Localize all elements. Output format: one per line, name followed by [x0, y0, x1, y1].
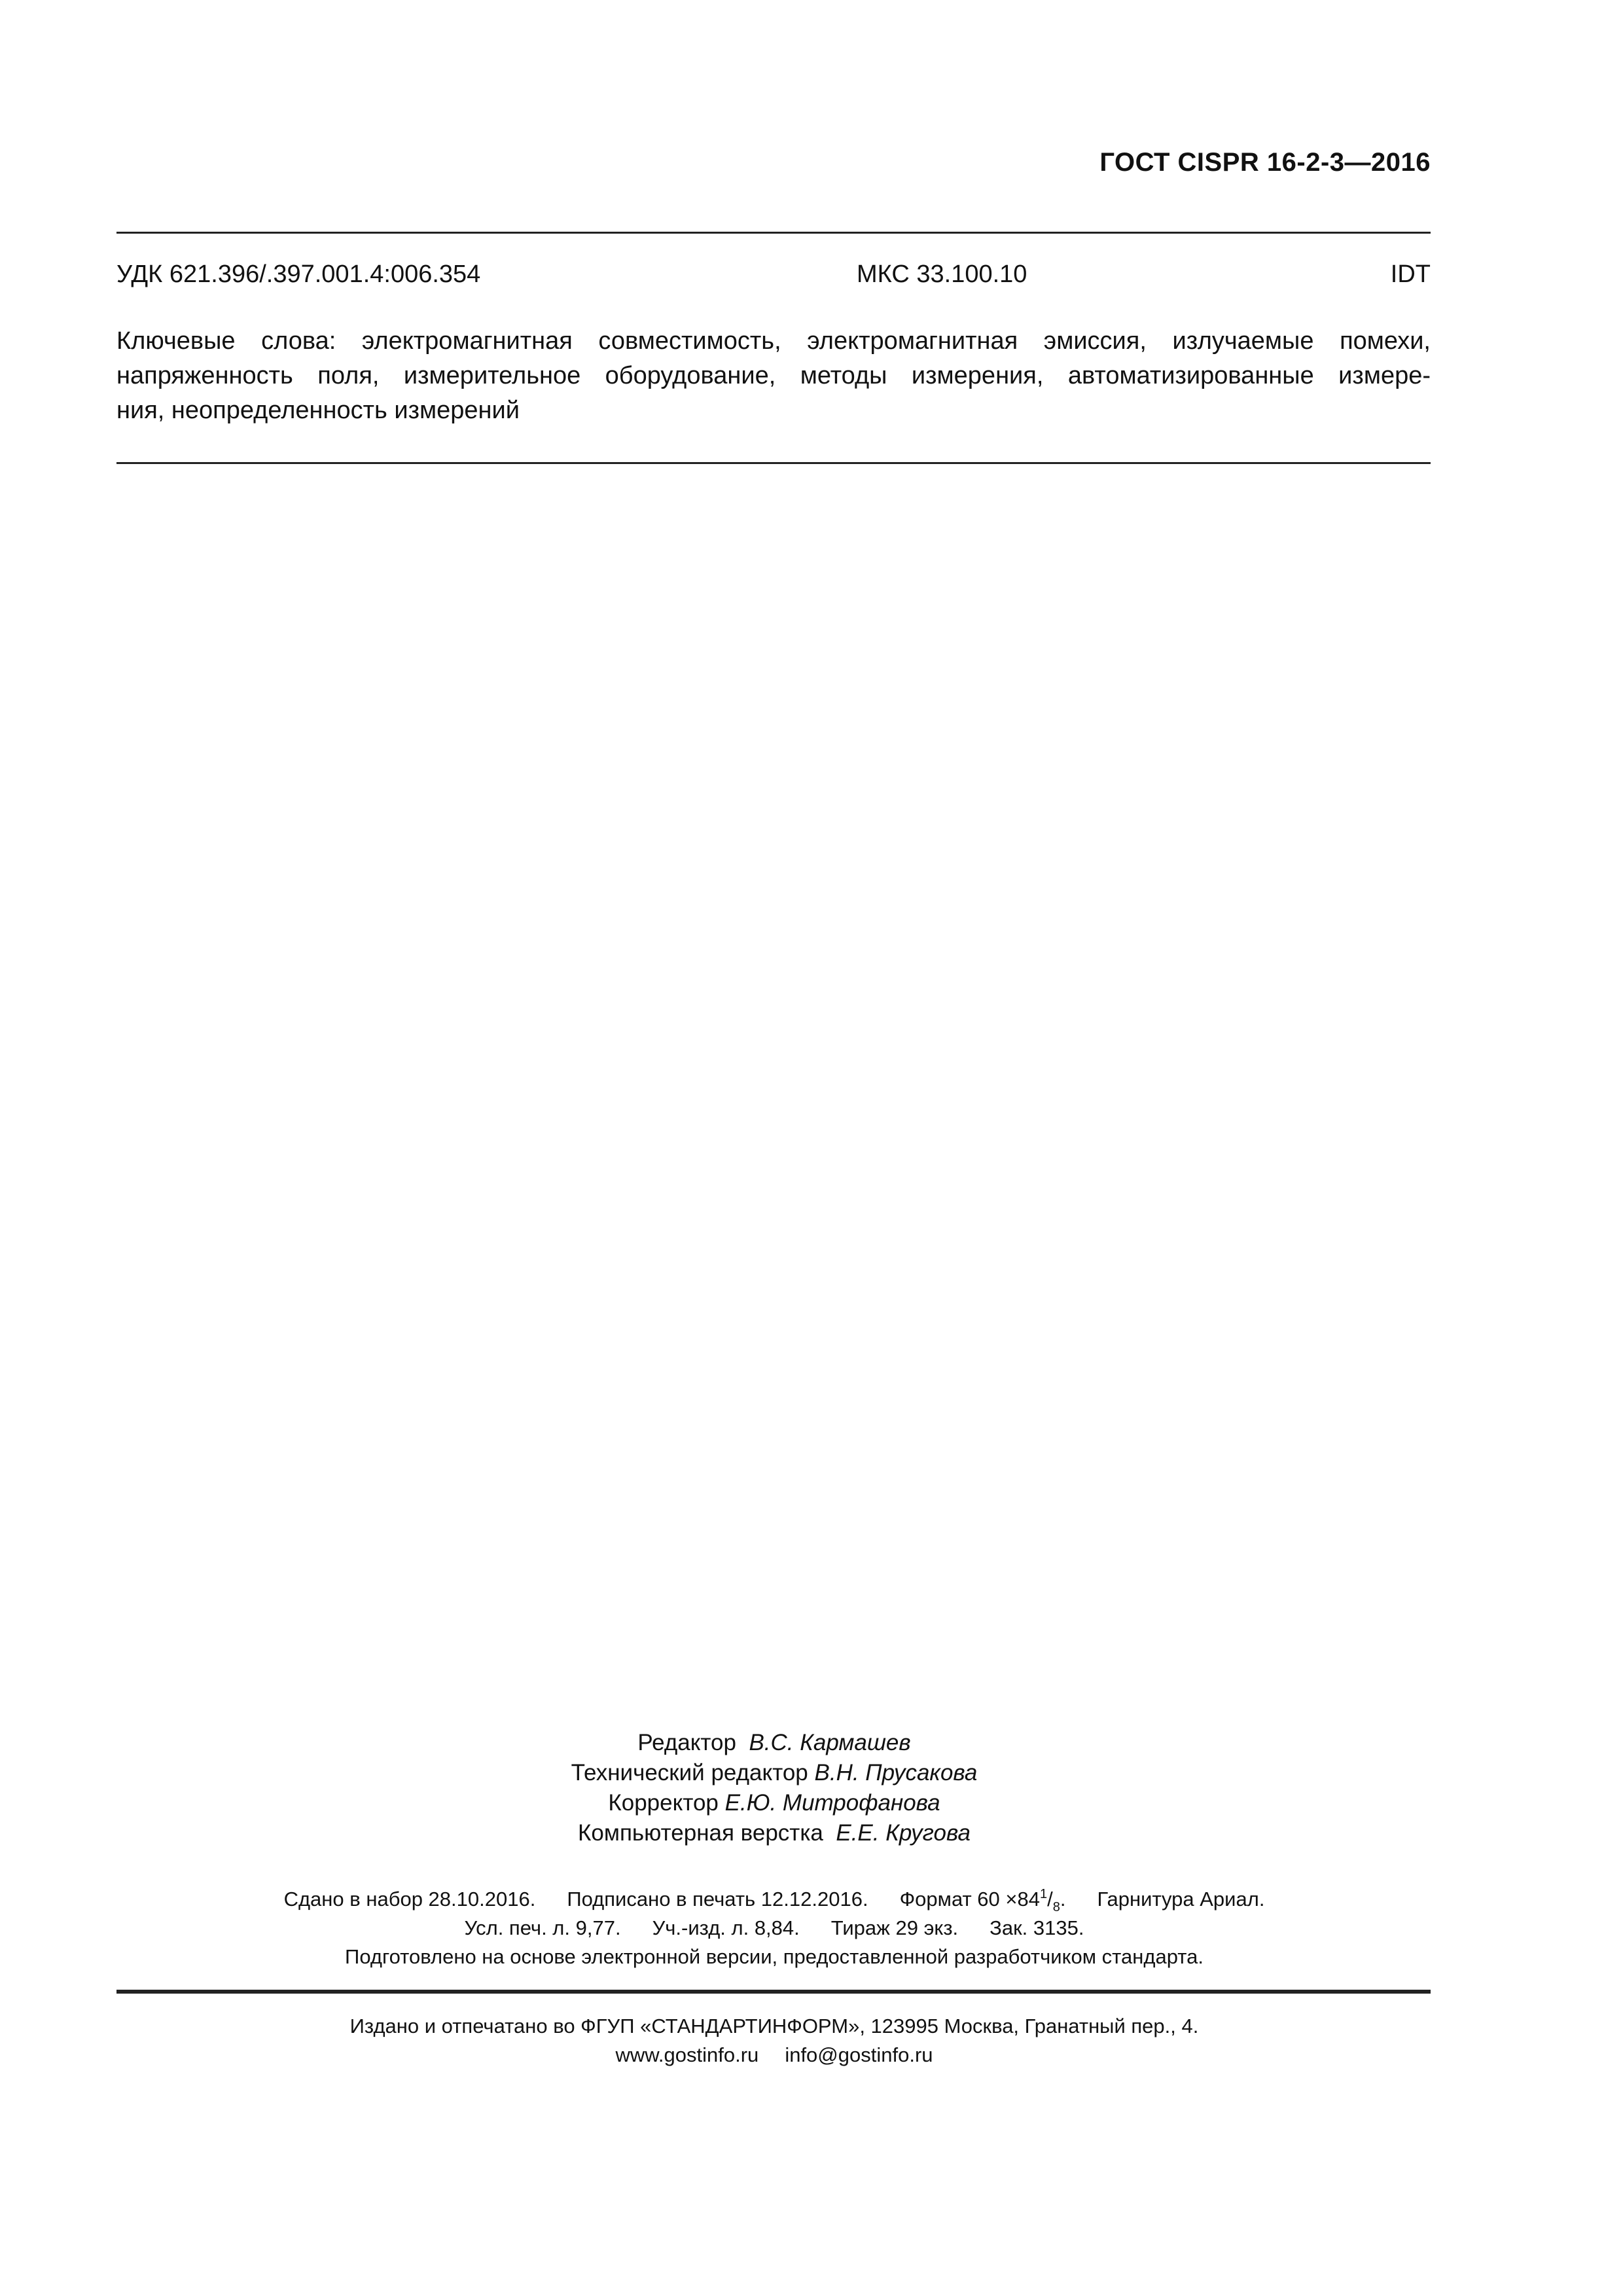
- classification-row: [116, 260, 1431, 293]
- imprint-line-1: [0, 1885, 1548, 1914]
- order-number: Зак. 3135.: [990, 1916, 1084, 1939]
- typeface: Гарнитура Ариал.: [1097, 1888, 1265, 1910]
- standard-number: ГОСТ CISPR 16-2-3—2016: [1099, 148, 1431, 177]
- website-link[interactable]: www.gostinfo.ru: [615, 2043, 759, 2066]
- credit-name: В.Н. Прусакова: [814, 1760, 978, 1785]
- signed-date: Подписано в печать 12.12.2016.: [567, 1888, 868, 1910]
- keywords-line: напряженность поля, измерительное оборудование, методы измерения, автоматизированные измере-: [116, 362, 1431, 389]
- email-link[interactable]: info@gostinfo.ru: [785, 2043, 933, 2066]
- pub-sheets: Уч.-изд. л. 8,84.: [652, 1916, 800, 1939]
- top-divider: [116, 232, 1431, 234]
- keywords-line: Ключевые слова: электромагнитная совместимость, электромагнитная эмиссия, излучаемые помехи,: [116, 327, 1431, 355]
- credit-editor: [0, 1728, 1548, 1758]
- mks-code: МКС 33.100.10: [857, 260, 1027, 288]
- publisher-block: [0, 2012, 1548, 2070]
- paper-format: Формат $60 \times 84^1/_8$.: [899, 1887, 1066, 1914]
- credit-name: В.С. Кармашев: [749, 1730, 911, 1755]
- credit-name: Е.Ю. Митрофанова: [724, 1790, 940, 1816]
- keywords-divider: [116, 462, 1431, 464]
- credit-name: Е.Е. Кругова: [836, 1820, 971, 1846]
- credit-role: Технический редактор: [571, 1760, 808, 1785]
- credit-role: Корректор: [608, 1790, 719, 1816]
- credit-corrector: [0, 1788, 1548, 1818]
- publisher-divider: [116, 1990, 1431, 1994]
- credit-tech-editor: [0, 1758, 1548, 1788]
- credits-block: [0, 1728, 1548, 1848]
- keywords-paragraph: [116, 324, 1431, 428]
- print-sheets: Усл. печ. л. 9,77.: [464, 1916, 621, 1939]
- equivalence-degree: IDT: [1390, 260, 1431, 288]
- typeset-date: Сдано в набор 28.10.2016.: [283, 1888, 536, 1910]
- imprint-block: [0, 1885, 1548, 1971]
- credit-role: Компьютерная верстка: [578, 1820, 823, 1846]
- publisher-address: Издано и отпечатано во ФГУП «СТАНДАРТИНФОРМ», 123995 Москва, Гранатный пер., 4.: [349, 2015, 1199, 2037]
- prepared-note: Подготовлено на основе электронной версии, предоставленной разработчиком стандарта.: [345, 1945, 1204, 1968]
- keywords-line: ния, неопределенность измерений: [116, 397, 520, 424]
- circulation: Тираж 29 экз.: [830, 1916, 959, 1939]
- publisher-contacts: [0, 2041, 1548, 2070]
- udk-code: УДК 621.396/.397.001.4:006.354: [116, 260, 481, 288]
- credit-layout: [0, 1818, 1548, 1848]
- imprint-line-2: [0, 1914, 1548, 1943]
- credit-role: Редактор: [637, 1730, 736, 1755]
